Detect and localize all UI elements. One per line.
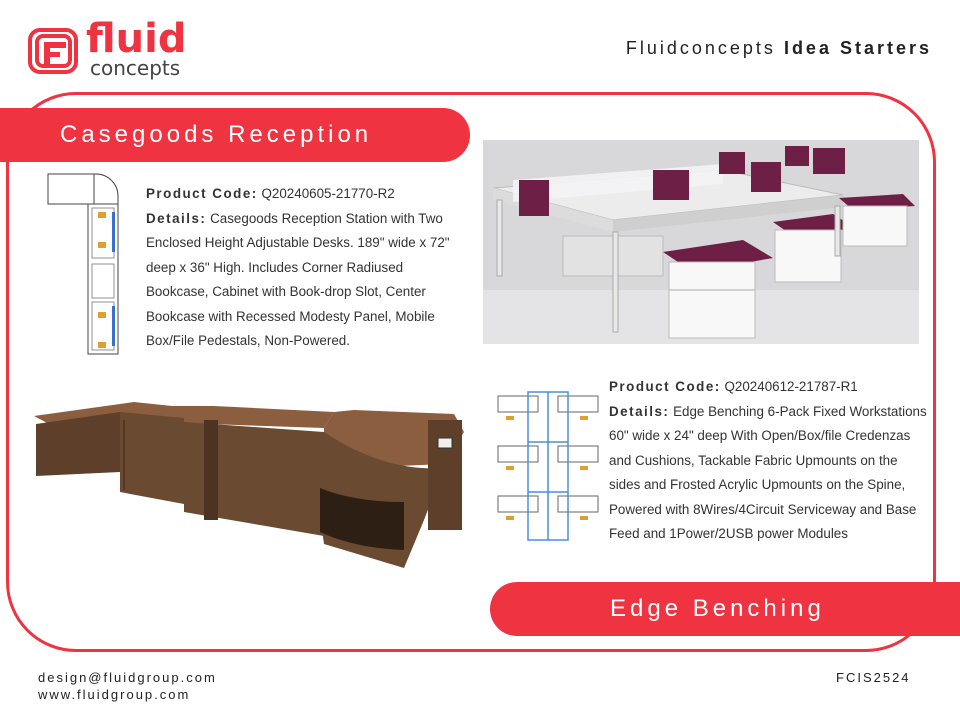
brand-logo xyxy=(28,16,188,82)
logo-word-fluid: fluid xyxy=(86,16,187,62)
page-title-bold: Idea Starters xyxy=(783,38,932,58)
section-banner-benching xyxy=(490,582,960,636)
section-title-benching: Edge Benching xyxy=(610,595,825,622)
section2-details-label: Details: xyxy=(609,403,670,419)
footer-website[interactable]: www.fluidgroup.com xyxy=(38,687,191,702)
floorplan-benching xyxy=(496,388,600,546)
section1-code-label: Product Code: xyxy=(146,186,258,201)
section1-details-text: Casegoods Reception Station with Two Enclosed Height Adjustable Desks. 189" wide x 72" deep x 36" High. Includes Corner Radiused Bookcase, Cabinet with Book-drop Slot, Center Bookcase with Recessed Modesty Panel, Mobile Box/File Pedestals, Non-Powered. xyxy=(146,210,450,348)
section1-description xyxy=(146,182,466,354)
page-title-light: Fluidconcepts xyxy=(625,38,784,58)
footer-email[interactable]: design@fluidgroup.com xyxy=(38,670,217,685)
section1-details-label: Details: xyxy=(146,210,207,226)
section-title-casegoods: Casegoods Reception xyxy=(60,121,373,148)
logo-word-concepts: concepts xyxy=(90,56,181,80)
section-banner-casegoods xyxy=(0,108,470,162)
benching-render-image xyxy=(483,140,919,344)
reception-render-image xyxy=(24,380,482,576)
logo-mark-icon xyxy=(28,24,80,76)
floorplan-casegoods xyxy=(46,172,126,358)
footer-doc-code: FCIS2524 xyxy=(836,670,911,685)
section2-description xyxy=(609,375,929,547)
page-title xyxy=(626,38,932,59)
section2-code-value: Q20240612-21787-R1 xyxy=(724,379,858,394)
section2-details-text: Edge Benching 6-Pack Fixed Workstations 60" wide x 24" deep With Open/Box/file Credenzas and Cushions, Tackable Fabric Upmounts on the sides and Frosted Acrylic Upmounts on the Spine, Powered with 8Wires/4Circuit Serviceway and Base Feed and 1Power/2USB power Modules xyxy=(609,403,927,541)
section2-code-label: Product Code: xyxy=(609,379,721,394)
section1-code-value: Q20240605-21770-R2 xyxy=(261,186,395,201)
